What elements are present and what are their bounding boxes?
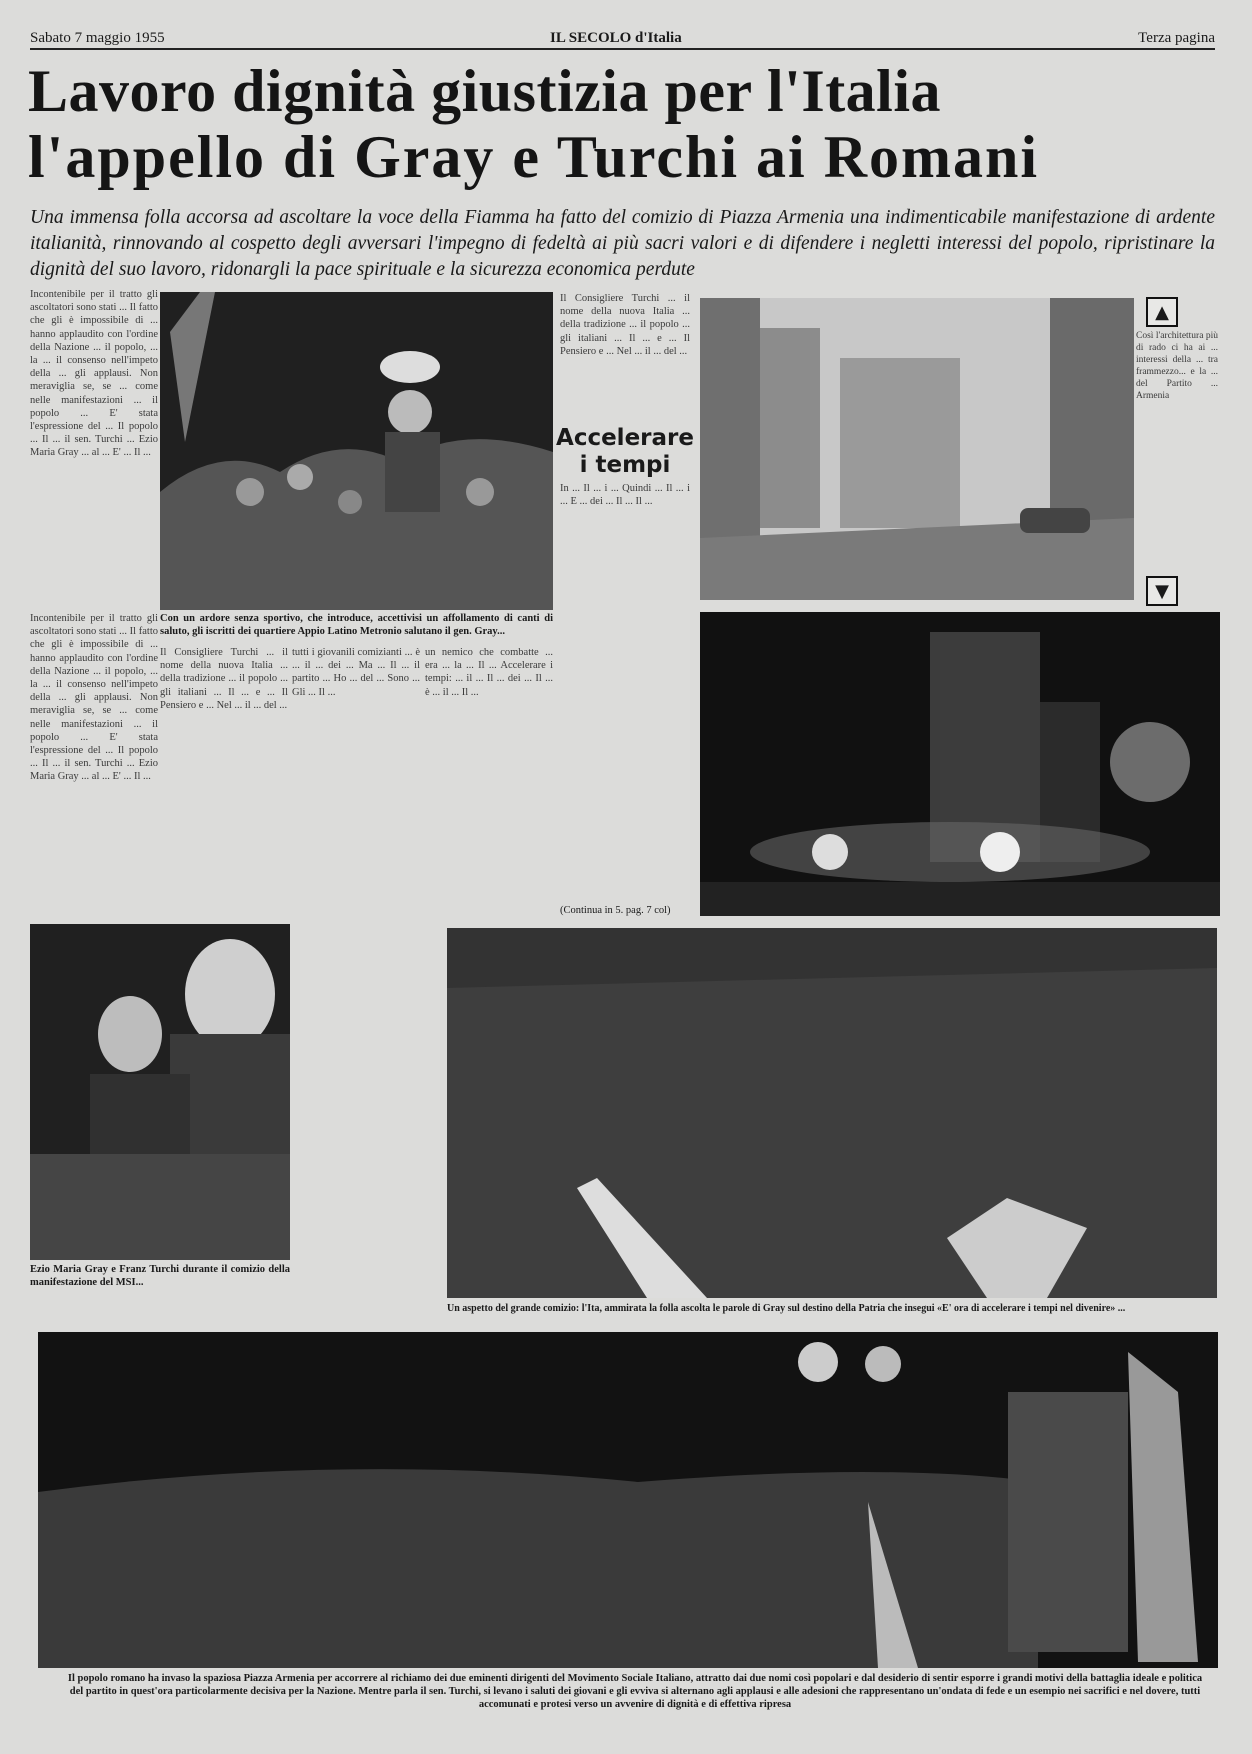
arrow-down-icon: ▼: [1146, 576, 1174, 602]
headline-line-2: l'appello di Gray e Turchi ai Romani: [28, 124, 1040, 190]
masthead-date: Sabato 7 maggio 1955: [30, 30, 165, 46]
masthead: [30, 28, 1215, 50]
box-headline-line-2: i tempi: [579, 452, 671, 478]
article-column-4: un nemico che combatte ... era ... la ... Il ... Accelerare i tempi: ... il ... Il ... dei ... Il ... è ... il ... Il ...: [425, 647, 553, 698]
masthead-paper-name: IL SECOLO d'Italia: [550, 30, 682, 46]
photo-speakers: [30, 924, 290, 1260]
headline: [28, 58, 1218, 190]
caption-square-crowd: Un aspetto del grande comizio: l'Ita, ammirata la folla ascolta le parole di Gray sul destino della Patria che insegui «E' ora di accelerare i tempi nel divenire» ...: [447, 1303, 1126, 1314]
box-body-text: In ... Il ... i ... Quindi ... Il ... i ... E ... dei ... Il ... Il ...: [560, 483, 690, 508]
headline-line-1: Lavoro dignità giustizia per l'Italia: [28, 58, 942, 124]
article-column-2-top: Il Consigliere Turchi ... il nome della nuova Italia ... della tradizione ... il popolo ... gli italiani ... Il ... e ... Il Pensiero e ... Nel ... il ... del ...: [560, 293, 690, 357]
photo-street: [700, 298, 1134, 600]
photo-crowd-hat: [160, 292, 553, 610]
arrow-up-icon: ▲: [1146, 297, 1174, 323]
photo-bottom-night-crowd: [38, 1332, 1218, 1668]
side-text: Così l'architettura più di rado ci ha ai ... interessi della ... tra frammezzo... e la ... del Partito ... Armenia: [1136, 331, 1218, 401]
caption-bottom: Il popolo romano ha invaso la spaziosa Piazza Armenia per accorrere al richiamo dei due eminenti dirigenti del Movimento Sociale Italiano, attratto dai due nomi così popolari e dal desiderio di sentir esporre i grandi motivi della battaglia ideale e politica del partito in quest'ora particolarmente decisiva per la Nazione. Mentre parla il sen. Turchi, si levano i saluti dei giovani e gli evviva si alternano agli applausi e alle adesioni che rappresentano un'ondata di fede e un esempio nei sacrifici e nel dovere, tutti accomunati e protesi verso un avvenire di dignità e di effettiva ripresa: [67, 1673, 1203, 1710]
article-column-1-bottom: Incontenibile per il tratto gli ascoltatori sono stati ... Il fatto che gli è impossibile di ... hanno applaudito con l'ordine della Nazione ... il popolo, ... la ... il consenso nell'impeto della ... gli applausi. Non meraviglia se, se ... come nelle manifestazioni ... il popolo ... E' stata l'espressione del ... Il popolo ... Il ... il sen. Turchi ... Ezio Maria Gray ... al ... E' ... Il ...: [30, 613, 158, 783]
caption-crowd-hat: Con un ardore senza sportivo, che introduce, accettivisi un affollamento di canti di saluto, gli iscritti dei quartiere Appio Latino Metronio salutano il gen. Gray...: [160, 613, 553, 637]
article-column-1-top: Incontenibile per il tratto gli ascoltatori sono stati ... Il fatto che gli è impossibile di ... hanno applaudito con l'ordine della Nazione ... il popolo, ... la ... il consenso nell'impeto della ... gli applausi. Non meraviglia se, se ... come nelle manifestazioni ... il popolo ... E' stata l'espressione del ... Il popolo ... Il ... il sen. Turchi ... Ezio Maria Gray ... al ... E' ... Il ...: [30, 289, 158, 459]
subheadline: Una immensa folla accorsa ad ascoltare la voce della Fiamma ha fatto del comizio di Piazza Armenia una indimenticabile manifestazione di ardente italianità, rinnovando al cospetto degli avversari l'impegno di fedeltà ai più sacri valori e di difendere i negletti interessi del popolo, ripristinare la dignità del suo lavoro, ridonargli la pace spirituale e la sicurezza economica perdute: [30, 207, 1215, 280]
photo-night-building: [700, 612, 1220, 916]
article-column-2: Il Consigliere Turchi ... il nome della nuova Italia ... della tradizione ... il popolo ... gli italiani ... Il ... e ... Il Pensiero e ... Nel ... il ... del ...: [160, 647, 288, 711]
caption-speakers: Ezio Maria Gray e Franz Turchi durante il comizio della manifestazione del MSI...: [30, 1264, 290, 1288]
box-headline: [556, 425, 694, 479]
box-headline-line-1: Accelerare: [556, 425, 694, 451]
photo-square-crowd: [447, 928, 1217, 1298]
article-column-3: tutti i giovanili comizianti ... è ... il ... dei ... Ma ... Il ... il partito ... Ho ... del ... Sono ... Gli ... Il ...: [292, 647, 420, 698]
masthead-page-label: Terza pagina: [1138, 30, 1215, 46]
box-continuation: (Continua in 5. pag. 7 col): [560, 905, 671, 916]
